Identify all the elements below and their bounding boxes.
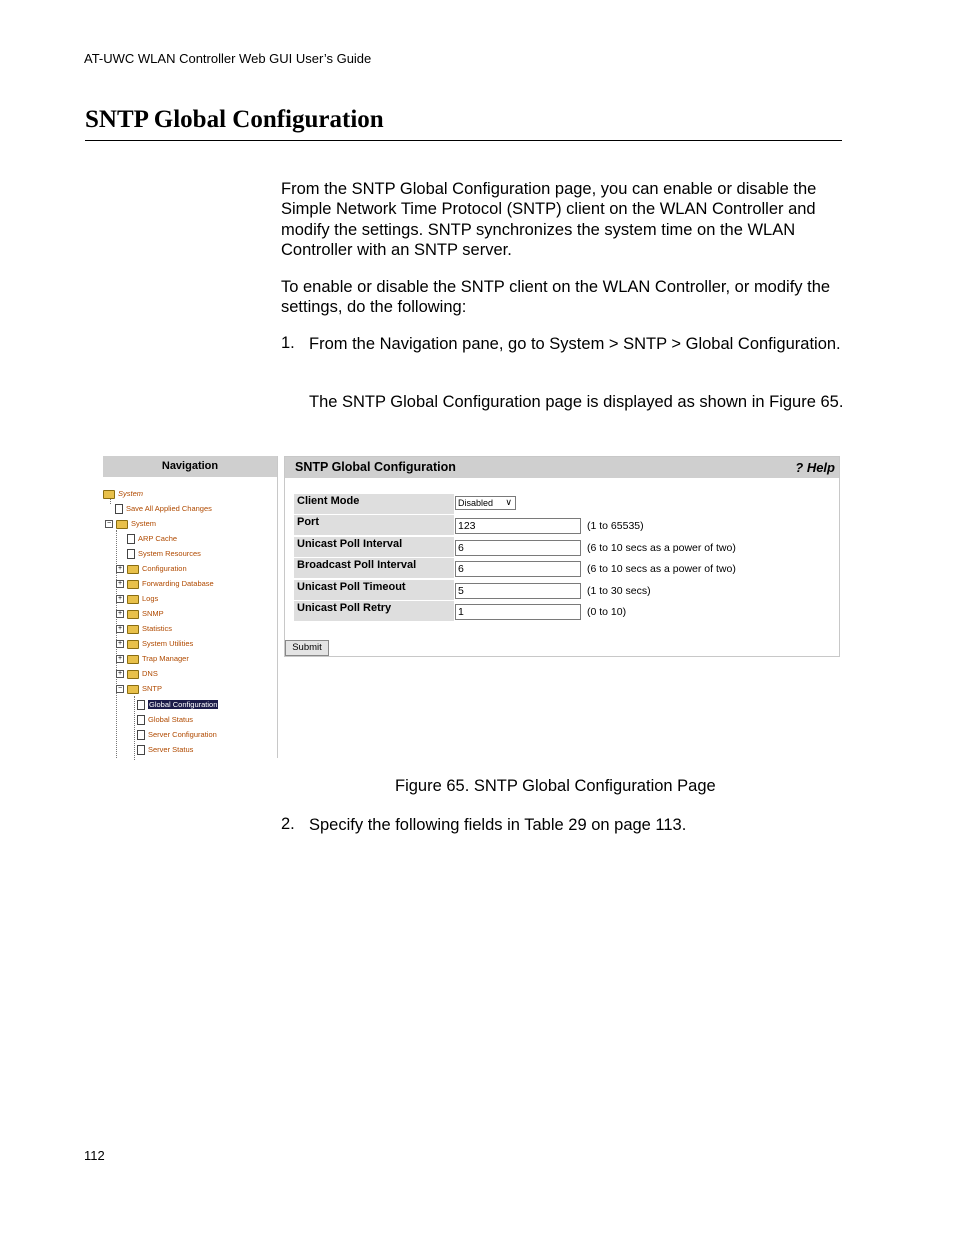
- help-link[interactable]: ? Help: [795, 460, 835, 475]
- tree-item-system[interactable]: − System: [106, 519, 157, 528]
- panel-header: [285, 457, 839, 478]
- field-hint: (6 to 10 secs as a power of two): [587, 542, 736, 554]
- field-label: Unicast Poll Timeout: [294, 580, 454, 600]
- folder-icon: [127, 685, 139, 694]
- tree-item-dns[interactable]: + DNS: [117, 669, 158, 678]
- folder-icon: [127, 565, 139, 574]
- running-header: AT-UWC WLAN Controller Web GUI User’s Guide: [84, 51, 372, 66]
- sntp-config-panel: [284, 456, 840, 657]
- navigation-header: Navigation: [103, 456, 277, 477]
- tree-item-trap-manager[interactable]: + Trap Manager: [117, 654, 189, 663]
- folder-icon: [103, 490, 115, 499]
- expand-icon: +: [117, 655, 123, 663]
- unicast-poll-timeout-input[interactable]: 5: [455, 583, 581, 599]
- folder-icon: [127, 625, 139, 634]
- panel-title: SNTP Global Configuration: [295, 460, 456, 474]
- tree-item-statistics[interactable]: + Statistics: [117, 624, 173, 633]
- folder-icon: [127, 670, 139, 679]
- field-label: Unicast Poll Retry: [294, 601, 454, 621]
- field-hint: (1 to 30 secs): [587, 585, 651, 597]
- tree-item-global-status[interactable]: Global Status: [137, 714, 193, 726]
- title-rule: [85, 140, 842, 141]
- expand-icon: +: [117, 610, 123, 618]
- submit-button[interactable]: Submit: [285, 640, 329, 656]
- step-2-number: 2.: [281, 815, 295, 833]
- expand-icon: +: [117, 670, 123, 678]
- expand-icon: +: [117, 640, 123, 648]
- figure-caption: Figure 65. SNTP Global Configuration Page: [395, 777, 716, 795]
- tree-item-server-configuration[interactable]: Server Configuration: [137, 729, 217, 741]
- port-input[interactable]: 123: [455, 518, 581, 534]
- intro-paragraph: From the SNTP Global Configuration page, you can enable or disable the Simple Network Time Protocol (SNTP) client on the WLAN Controller and modify the settings. SNTP synchronizes the system time on the WLAN Controller with an SNTP server.: [281, 180, 817, 259]
- tree-item-arp-cache[interactable]: ARP Cache: [127, 533, 177, 545]
- navigation-pane: [103, 456, 278, 758]
- folder-icon: [127, 610, 139, 619]
- field-hint: (0 to 10): [587, 606, 627, 618]
- document-icon: [127, 549, 135, 559]
- tree-item-sntp[interactable]: − SNTP: [117, 684, 163, 693]
- document-icon: [137, 700, 145, 710]
- field-label: Broadcast Poll Interval: [294, 558, 454, 578]
- document-icon: [137, 730, 145, 740]
- step-1-text: From the Navigation pane, go to System > SNTP > Global Configuration.: [309, 335, 841, 353]
- folder-icon: [127, 595, 139, 604]
- unicast-poll-interval-input[interactable]: 6: [455, 540, 581, 556]
- tree-item-system-utilities[interactable]: + System Utilities: [117, 639, 194, 648]
- tree-item-system-resources[interactable]: System Resources: [127, 548, 201, 560]
- tree-item-logs[interactable]: + Logs: [117, 594, 159, 603]
- figure-screenshot: [103, 456, 839, 758]
- step-1-number: 1.: [281, 334, 295, 352]
- broadcast-poll-interval-input[interactable]: 6: [455, 561, 581, 577]
- field-label: Port: [294, 515, 454, 535]
- collapse-icon: −: [106, 520, 112, 528]
- expand-icon: +: [117, 565, 123, 573]
- expand-icon: +: [117, 595, 123, 603]
- folder-icon: [116, 520, 128, 529]
- tree-item-server-status[interactable]: Server Status: [137, 744, 193, 756]
- field-hint: (1 to 65535): [587, 520, 644, 532]
- tree-item-global-configuration[interactable]: Global Configuration: [137, 699, 218, 711]
- document-icon: [137, 745, 145, 755]
- document-icon: [115, 504, 123, 514]
- client-mode-select[interactable]: Disabled ∨: [455, 496, 516, 510]
- field-hint: (6 to 10 secs as a power of two): [587, 563, 736, 575]
- expand-icon: +: [117, 580, 123, 588]
- folder-icon: [127, 580, 139, 589]
- field-label: Unicast Poll Interval: [294, 537, 454, 557]
- step-1-subtext: The SNTP Global Configuration page is displayed as shown in Figure 65.: [309, 393, 844, 411]
- document-icon: [127, 534, 135, 544]
- tree-item-snmp[interactable]: + SNMP: [117, 609, 164, 618]
- document-icon: [137, 715, 145, 725]
- collapse-icon: −: [117, 685, 123, 693]
- folder-icon: [127, 655, 139, 664]
- section-title: SNTP Global Configuration: [85, 106, 384, 133]
- second-paragraph: To enable or disable the SNTP client on the WLAN Controller, or modify the settings, do the following:: [281, 278, 831, 317]
- tree-item-system-root[interactable]: System: [103, 488, 143, 500]
- tree-item-save-all[interactable]: Save All Applied Changes: [115, 503, 212, 515]
- field-label: Client Mode: [294, 494, 454, 514]
- page-number: 112: [84, 1148, 105, 1163]
- chevron-down-icon: ∨: [505, 497, 512, 507]
- tree-item-configuration[interactable]: + Configuration: [117, 564, 187, 573]
- expand-icon: +: [117, 625, 123, 633]
- folder-icon: [127, 640, 139, 649]
- unicast-poll-retry-input[interactable]: 1: [455, 604, 581, 620]
- tree-item-forwarding-database[interactable]: + Forwarding Database: [117, 579, 214, 588]
- step-2-text: Specify the following fields in Table 29 on page 113.: [309, 816, 687, 834]
